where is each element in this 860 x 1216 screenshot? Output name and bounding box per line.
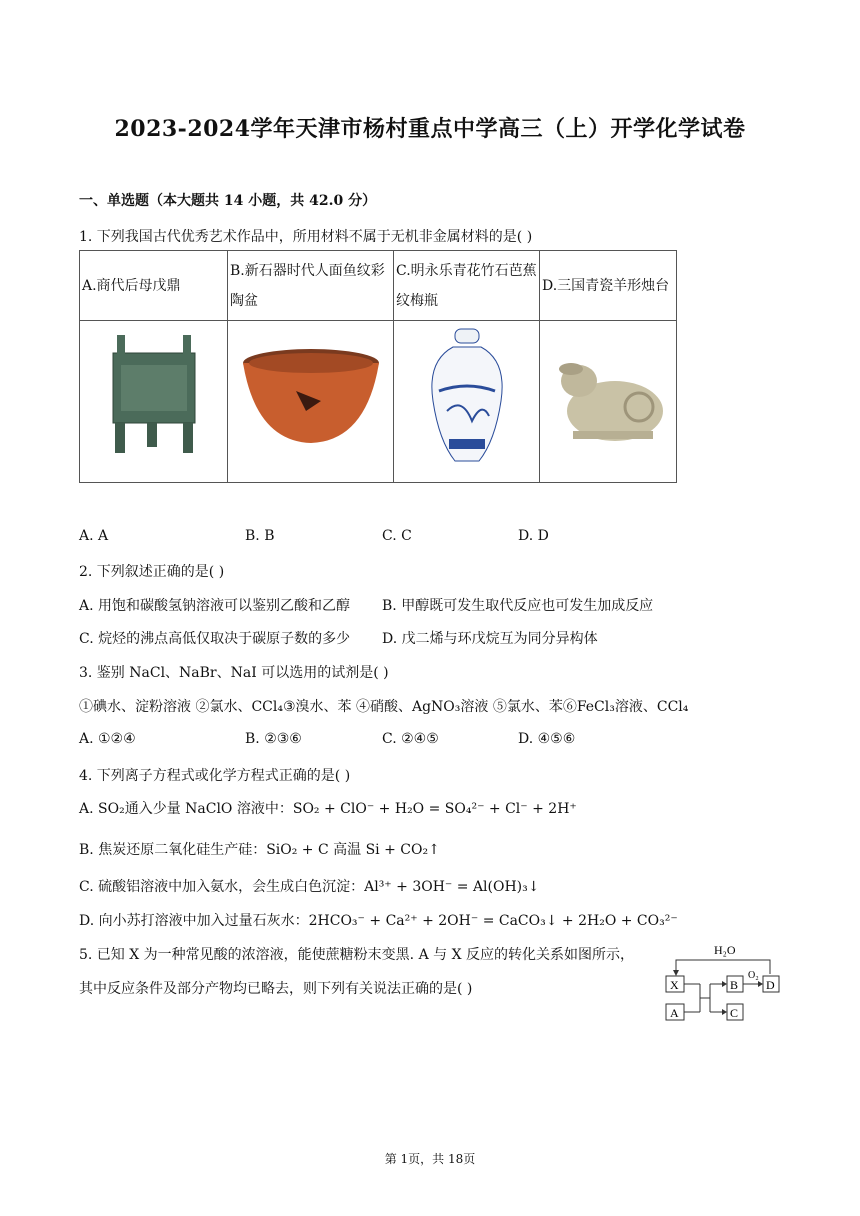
q1-cell-c: C.明永乐青花竹石芭蕉纹梅瓶 (394, 251, 540, 321)
q2-option-b: B. 甲醇既可发生取代反应也可发生加成反应 (382, 598, 654, 614)
q2-stem: 2. 下列叙述正确的是( ) (79, 564, 225, 580)
diagram-node-a: A (670, 1006, 679, 1020)
diagram-node-c: C (730, 1006, 739, 1020)
q1-stem: 1. 下列我国古代优秀艺术作品中，所用材料不属于无机非金属材料的是( ) (79, 229, 533, 245)
q2-option-a: A. 用饱和碳酸氢钠溶液可以鉴别乙酸和乙醇 (79, 598, 351, 614)
ram-candlestick-image (540, 321, 677, 483)
q3-option-d: D. ④⑤⑥ (518, 731, 576, 747)
q3-reagents: ①碘水、淀粉溶液 ②氯水、CCl₄③溴水、苯 ④硝酸、AgNO₃溶液 ⑤氯水、苯⑥FeCl₃溶液、CCl₄ (79, 699, 689, 715)
diagram-o2-label: O₂ (748, 970, 759, 981)
q5-stem-line1: 5. 已知 X 为一种常见酸的浓溶液，能使蔗糖粉末变黑. A 与 X 反应的转化关系如图所示， (79, 947, 635, 963)
q1-cell-b: B.新石器时代人面鱼纹彩陶盆 (228, 251, 394, 321)
q4-option-d: D. 向小苏打溶液中加入过量石灰水：2HCO₃⁻ + Ca²⁺ + 2OH⁻ = CaCO₃↓ + 2H₂O + CO₃²⁻ (79, 913, 678, 929)
q1-option-a: A. A (79, 528, 109, 544)
q5-reaction-diagram (660, 940, 790, 1025)
q3-option-b: B. ②③⑥ (245, 731, 302, 747)
q2-option-d: D. 戊二烯与环戊烷互为同分异构体 (382, 631, 598, 647)
q4-option-a: A. SO₂通入少量 NaClO 溶液中：SO₂ + ClO⁻ + H₂O = SO₄²⁻ + Cl⁻ + 2H⁺ (79, 801, 577, 817)
q1-option-c: C. C (382, 528, 412, 544)
q1-cell-d: D.三国青瓷羊形烛台 (540, 251, 677, 321)
q4-option-b: B. 焦炭还原二氧化硅生产硅：SiO₂ + C 高温 Si + CO₂↑ (79, 842, 440, 858)
plum-vase-image (394, 321, 540, 483)
section-heading: 一、单选题（本大题共 14 小题，共 42.0 分） (79, 193, 377, 209)
page-footer: 第 1页，共 18页 (384, 1152, 476, 1166)
q4-stem: 4. 下列离子方程式或化学方程式正确的是( ) (79, 768, 351, 784)
page-title: 2023-2024学年天津市杨村重点中学高三（上）开学化学试卷 (114, 116, 746, 142)
q3-stem: 3. 鉴别 NaCl、NaBr、NaI 可以选用的试剂是( ) (79, 665, 389, 681)
q1-cell-a: A.商代后母戊鼎 (80, 251, 228, 321)
diagram-node-d: D (766, 978, 775, 992)
diagram-h2o-label: H₂O (714, 943, 736, 957)
diagram-node-b: B (730, 978, 739, 992)
q3-option-c: C. ②④⑤ (382, 731, 439, 747)
q2-option-c: C. 烷烃的沸点高低仅取决于碳原子数的多少 (79, 631, 351, 647)
painted-pottery-basin-image (228, 321, 394, 483)
bronze-ding-image (80, 321, 228, 483)
q3-option-a: A. ①②④ (79, 731, 136, 747)
diagram-node-x: X (670, 978, 679, 992)
q5-stem-line2: 其中反应条件及部分产物均已略去，则下列有关说法正确的是( ) (79, 981, 473, 997)
q1-table (79, 250, 677, 483)
q4-option-c: C. 硫酸铝溶液中加入氨水，会生成白色沉淀：Al³⁺ + 3OH⁻ = Al(OH)₃↓ (79, 879, 540, 895)
q1-option-b: B. B (245, 528, 275, 544)
q1-option-d: D. D (518, 528, 549, 544)
